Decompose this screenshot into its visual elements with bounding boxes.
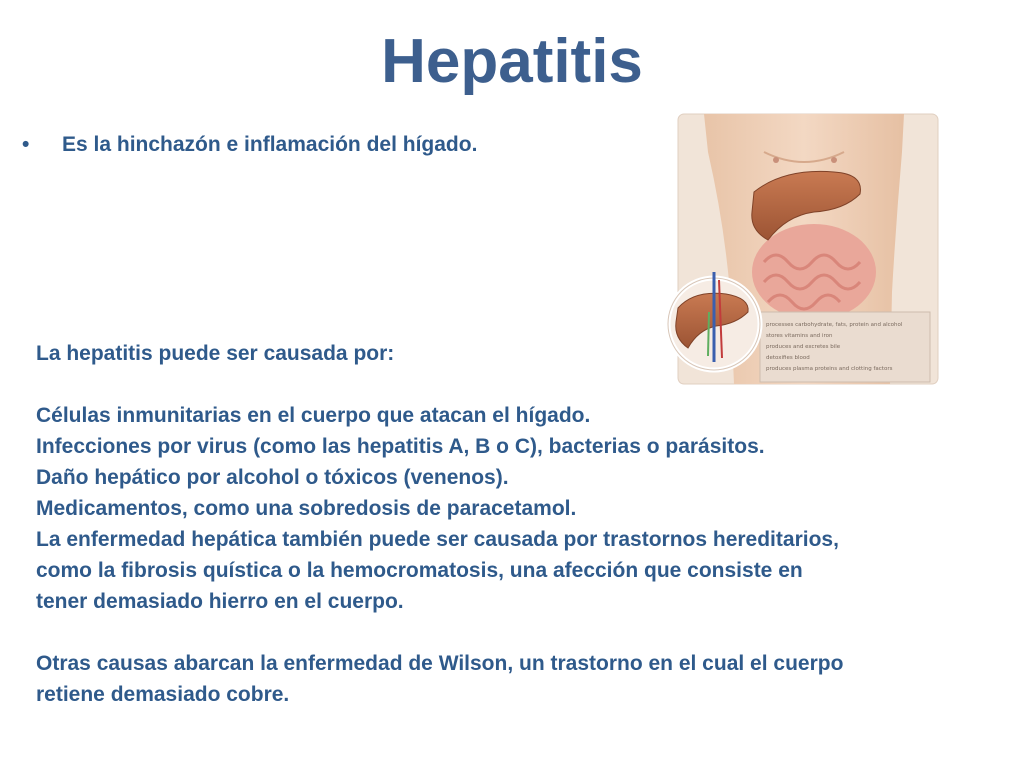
callout-item-4: detoxifies blood — [766, 355, 810, 361]
bullet-text: Es la hinchazón e inflamación del hígado. — [62, 133, 478, 156]
causes-text-block — [36, 338, 1006, 710]
other-causes-line: Otras causas abarcan la enfermedad de Wilson, un trastorno en el cual el cuerpo — [36, 652, 844, 675]
cause-line: como la fibrosis quística o la hemocromatosis, una afección que consiste en — [36, 559, 803, 582]
cause-line: La enfermedad hepática también puede ser causada por trastornos hereditarios, — [36, 528, 839, 551]
other-causes-line: retiene demasiado cobre. — [36, 683, 290, 706]
cause-line: Células inmunitarias en el cuerpo que atacan el hígado. — [36, 404, 591, 427]
causes-intro: La hepatitis puede ser causada por: — [36, 342, 395, 365]
callout-item-5: produces plasma proteins and clotting factors — [766, 366, 893, 372]
cause-line: Infecciones por virus (como las hepatitis A, B o C), bacterias o parásitos. — [36, 435, 765, 458]
bullet-definition — [22, 132, 477, 157]
cause-line: tener demasiado hierro en el cuerpo. — [36, 590, 404, 613]
callout-item-1: processes carbohydrate, fats, protein and alcohol — [766, 322, 903, 328]
bullet-icon: • — [22, 133, 30, 156]
cause-line: Daño hepático por alcohol o tóxicos (venenos). — [36, 466, 509, 489]
callout-item-3: produces and excretes bile — [766, 344, 841, 350]
cause-line: Medicamentos, como una sobredosis de paracetamol. — [36, 497, 577, 520]
slide-title: Hepatitis — [381, 27, 643, 96]
callout-item-2: stores vitamins and iron — [766, 333, 833, 339]
